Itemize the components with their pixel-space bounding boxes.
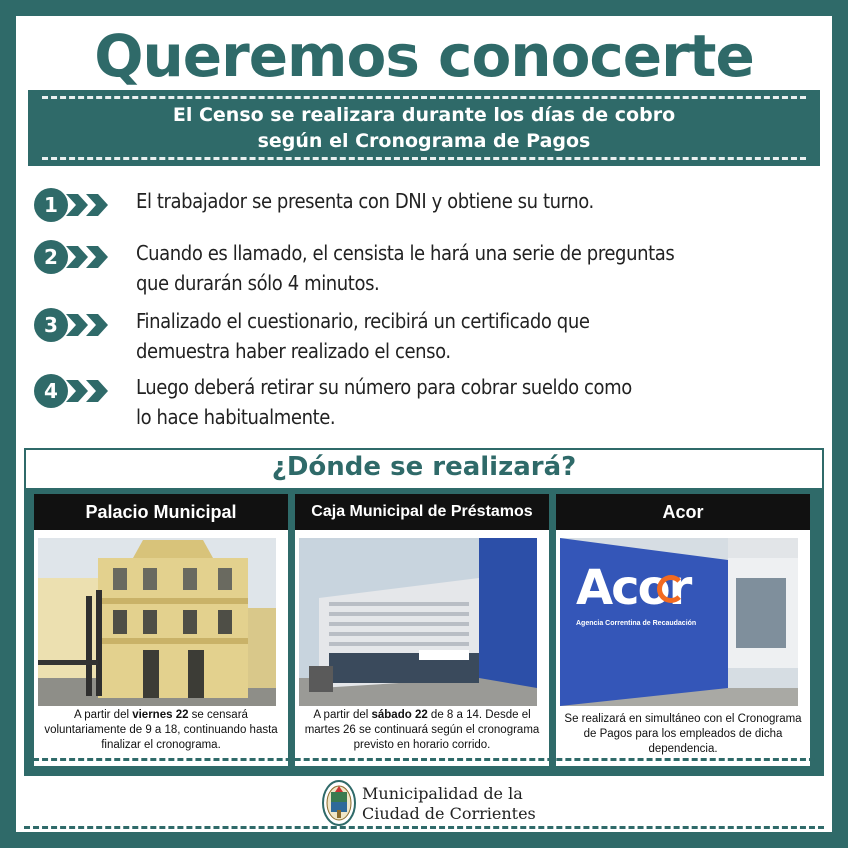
banner-dashed-top [42, 96, 806, 99]
step-number-badge: 1 [34, 188, 68, 222]
page-title: Queremos conocerte [94, 22, 754, 90]
banner-line-1: El Censo se realizara durante los días de cobro [172, 104, 676, 126]
location-name: Acor [556, 494, 810, 530]
caption-highlight: viernes 22 [132, 709, 189, 721]
step-text [136, 306, 816, 366]
step-text-line-2: que durarán sólo 4 minutos. [136, 271, 380, 295]
step-text-line-1: Luego deberá retirar su número para cobrar sueldo como [136, 375, 632, 399]
palacio-municipal-photo [38, 538, 276, 706]
location-card-acor [556, 494, 810, 766]
schedule-banner [28, 90, 820, 166]
step-text [136, 238, 816, 298]
banner-line-2: según el Cronograma de Pagos [257, 130, 591, 152]
step-text [136, 372, 816, 432]
caption-text: se censará voluntariamente de 9 a 18, continuando hasta finalizar el cronograma. [44, 709, 278, 751]
acor-sign-text: Acor [576, 560, 691, 616]
poster-frame [16, 16, 832, 832]
double-chevron-right-icon [66, 246, 116, 268]
step-number-badge: 4 [34, 374, 68, 408]
location-caption [40, 708, 282, 753]
location-caption [301, 708, 543, 753]
acor-building-photo [560, 538, 798, 706]
step-number-badge: 2 [34, 240, 68, 274]
footer-text [362, 784, 536, 824]
location-caption [562, 712, 804, 757]
banner-dashed-bottom [42, 157, 806, 160]
acor-logo-ring [657, 575, 685, 603]
location-card-caja [295, 494, 549, 766]
caja-municipal-photo [299, 538, 537, 706]
step-4 [34, 372, 814, 432]
location-name: Palacio Municipal [34, 494, 288, 530]
caption-highlight: sábado 22 [371, 709, 428, 721]
municipal-crest-logo [322, 780, 356, 826]
step-text-line-1: El trabajador se presenta con DNI y obtiene su turno. [136, 189, 594, 213]
footer-line-1: Municipalidad de la [362, 784, 523, 803]
footer-dashed-bottom [24, 826, 824, 829]
step-number-badge: 3 [34, 308, 68, 342]
where-title: ¿Dónde se realizará? [271, 452, 577, 482]
caption-text: A partir del [313, 709, 372, 721]
step-text [136, 186, 816, 216]
caption-text: A partir del [74, 709, 133, 721]
acor-sign-subtitle: Agencia Correntina de Recaudación [576, 620, 697, 627]
caption-text: Se realizará en simultáneo con el Cronograma de Pagos para los empleados de dicha dependencia. [564, 713, 802, 755]
double-chevron-right-icon [66, 380, 116, 402]
double-chevron-right-icon [66, 194, 116, 216]
location-card-palacio [34, 494, 288, 766]
footer-line-2: Ciudad de Corrientes [362, 804, 536, 823]
step-text-line-2: lo hace habitualmente. [136, 405, 336, 429]
step-text-line-1: Finalizado el cuestionario, recibirá un certificado que [136, 309, 590, 333]
step-1 [34, 186, 814, 226]
step-2 [34, 238, 814, 298]
step-3 [34, 306, 814, 366]
location-name: Caja Municipal de Préstamos [295, 494, 549, 530]
step-text-line-1: Cuando es llamado, el censista le hará una serie de preguntas [136, 241, 675, 265]
step-text-line-2: demuestra haber realizado el censo. [136, 339, 451, 363]
caption-text: de 8 a 14. Desde el martes 26 se continuará según el cronograma previsto en horario corrido. [304, 709, 540, 751]
double-chevron-right-icon [66, 314, 116, 336]
footer-dashed-top [24, 758, 824, 761]
